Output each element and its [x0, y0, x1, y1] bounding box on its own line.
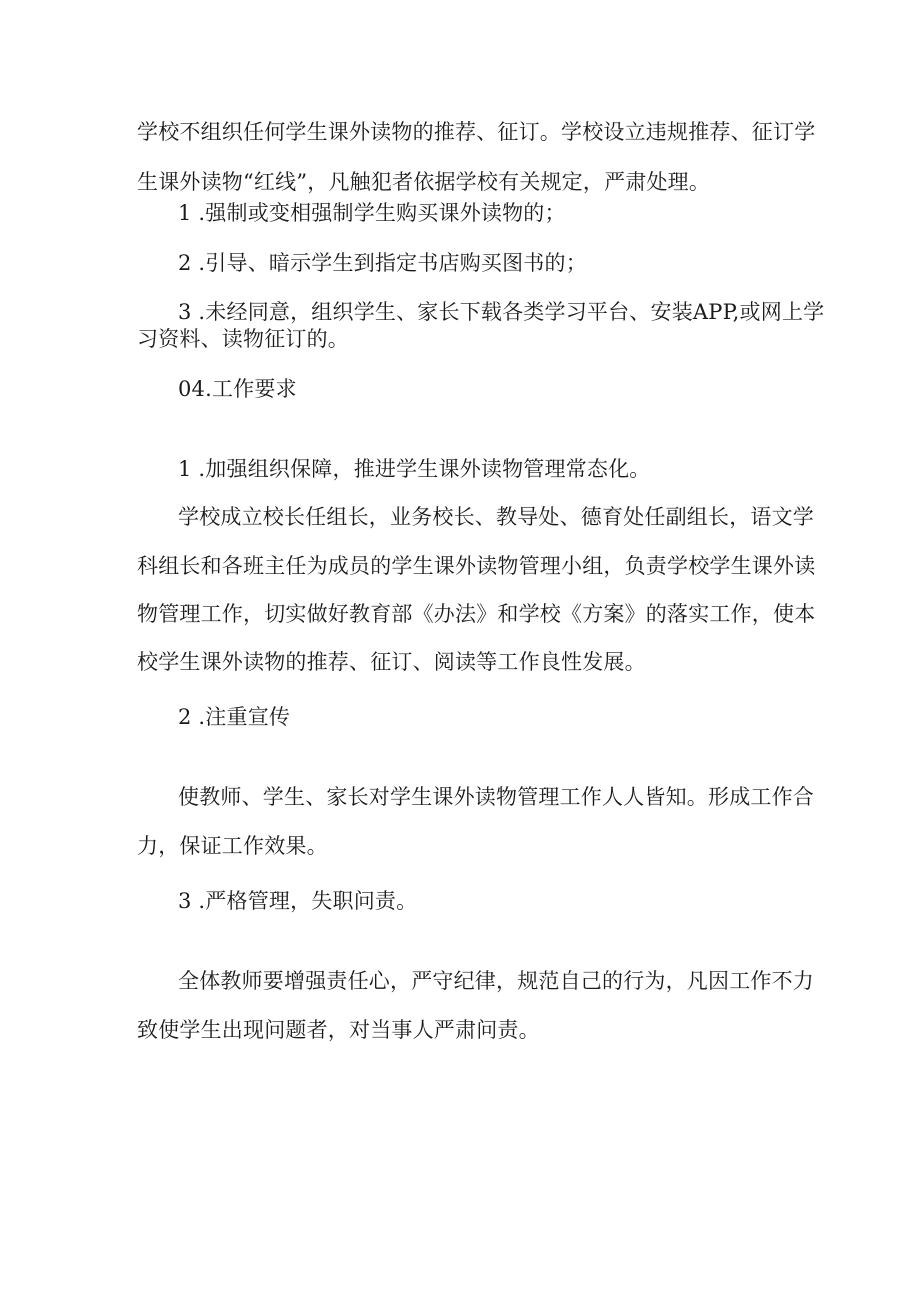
list-item-3: 3 .未经同意，组织学生、家长下载各类学习平台、安装APP,或网上学 [178, 300, 825, 324]
text-line: 使教师、学生、家长对学生课外读物管理工作人人皆知。形成工作合 [178, 785, 814, 809]
list-item-2: 2 .引导、暗示学生到指定书店购买图书的； [178, 251, 587, 275]
text-line: 全体教师要增强责任心，严守纪律，规范自己的行为，凡因工作不力 [178, 969, 814, 993]
text-line: 力，保证工作效果。 [137, 834, 328, 858]
text-line: 生课外读物“红线”，凡触犯者依据学校有关规定，严肃处理。 [137, 170, 711, 194]
text-line: 科组长和各班主任为成员的学生课外读物管理小组，负责学校学生课外读 [137, 554, 816, 578]
text-line: 学校成立校长任组长，业务校长、教导处、德育处任副组长，语文学 [178, 505, 814, 529]
section-heading: 04.工作要求 [178, 377, 297, 401]
list-item-1: 1 .强制或变相强制学生购买课外读物的； [178, 201, 566, 225]
subheading-1: 1 .加强组织保障，推进学生课外读物管理常态化。 [178, 457, 651, 481]
text-line: 物管理工作，切实做好教育部《办法》和学校《方案》的落实工作，使本 [137, 602, 816, 626]
text-line: 致使学生出现问题者，对当事人严肃问责。 [137, 1018, 540, 1042]
text-line: 学校不组织任何学生课外读物的推荐、征订。学校设立违规推荐、征订学 [137, 120, 816, 144]
subheading-3: 3 .严格管理，失职问责。 [178, 889, 418, 913]
text-line: 校学生课外读物的推荐、征订、阅读等工作良性发展。 [137, 650, 646, 674]
subheading-2: 2 .注重宣传 [178, 705, 291, 729]
text-line: 习资料、读物征订的。 [137, 327, 349, 351]
